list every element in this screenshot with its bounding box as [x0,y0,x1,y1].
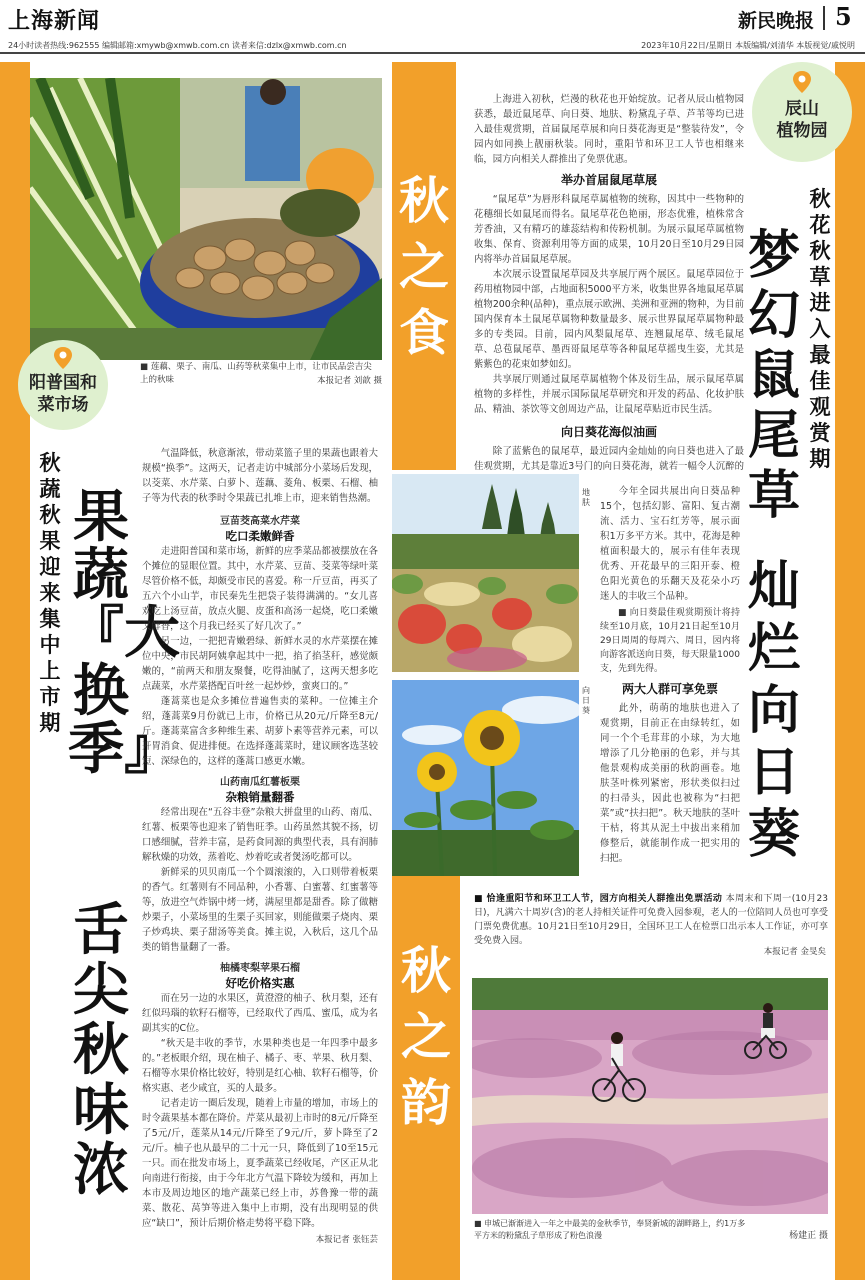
left-sub1-b: 吃口柔嫩鲜香 [225,529,295,543]
kochia-caption: 地肤 [582,488,590,507]
left-para-6: 而在另一边的水果区，黄澄澄的柚子、秋月梨，还有红似玛瑙的软籽石榴等，已经取代了西瓜、蜜瓜，成为名副其实的C位。 [142,993,378,1034]
left-para-7: “秋天是丰收的季节，水果种类也是一年四季中最多的。”老板眼介绍，现在柚子、橘子、枣、苹果、秋月梨、石榴等水果价格比较好，特别是红心柚、软籽石榴等，价格实惠、老少咸宜，买的人最多。 [142,1038,378,1094]
left-location-badge [18,340,108,430]
left-byline: 本报记者 张钰芸 [315,1235,378,1245]
header-date-editors: 2023年10月22日/星期日 本版编辑/刘清华 本版视觉/戚悦明 [641,41,855,50]
pink-grass-photo-image [472,978,828,1214]
right-headline-2: 灿烂向日葵 [747,556,800,865]
header-separator [823,6,825,30]
left-para-4: 经常出现在“五谷丰登”杂粮大拼盘里的山药、南瓜、红薯、板栗等也迎来了销售旺季。山药虽然其貌不扬，切口感细腻，营养丰富，是药食同源的典型代表，具有润肺解秋燥的功效，蒸着吃、炒着吃或者煲汤吃都可以。 [142,807,378,863]
right-body-narrow [600,484,740,866]
free-admission-lead: ■ 恰逢重阳节和环卫工人节，园方向相关人群推出免票活动 [474,894,723,904]
right-sub-1: 举办首届鼠尾草展 [560,173,657,187]
left-badge-line1: 阳普国和 [29,373,97,393]
left-orange-stripe [0,62,30,1280]
market-photo-image [30,78,382,360]
left-sub1-a: 豆苗茭高菜水芹菜 [220,516,300,527]
left-para-8: 记者走访一圈后发现，随着上市量的增加，市场上的时令蔬果基本都在降价。芹菜从最初上市时的8元/斤降至了5元/斤，莲菜从14元/斤降至了9元/斤，萝卜降至了2元/斤。柚子也从最早的二十元一只，降低到了10至15元一只。而在批发市场上，夏季蔬菜已经收尾，产区正从北向南进行衔接，由于今年北方气温下降较为缓和，再加上本市及周边地区的地产蔬菜已经上市，苏鲁豫一带的蔬菜、散花、莴笋等进入集中上市期，没有出现明显的供应“缺口”，预计后期价格走势将平稳下降。 [142,1098,378,1229]
left-sub2-b: 杂粮销量翻番 [225,790,295,804]
right-badge-line1: 辰山 [785,99,819,119]
kochia-photo [392,474,579,672]
header-rule [0,52,865,54]
left-sub3-b: 好吃价格实惠 [225,976,295,990]
free-admission-body: 本周末和下周一(10月23日)，凡满六十周岁(含)的老人持相关证件可免费入园参观，老人的一位陪同人员也可享受门票免费优惠。10月21日至10月29日，全国环卫工人在检票口出示本人工作证，亦可享受免费入园。 [474,894,828,946]
right-byline: 本报记者 金旻矣 [763,947,826,957]
photo-caption-marker: ■ [140,362,151,372]
market-photo-credit: 本报记者 刘歆 摄 [317,376,382,386]
right-para-1: “鼠尾草”为唇形科鼠尾草属植物的统称，因其中一些物种的花穗细长如鼠尾而得名。鼠尾草花色艳丽，形态优雅，植株常含芳香油，又有精巧的雄蕊结构和传粉机制。为展示鼠尾草属植物收集、保育、资源利用等方面的成果，10月20日至10月29日园内将举办首届鼠尾草展。 [474,194,744,265]
left-body-top [142,446,378,1231]
left-headline-2: 舌尖秋味浓 [73,897,129,1203]
left-headline-1: 果蔬『大换季』 [68,484,180,782]
right-intro: 上海进入初秋，烂漫的秋花也开始绽放。记者从辰山植物园获悉，最近鼠尾草、向日葵、地肤、粉黛乱子草、芦苇等均已进入最佳观赏期，首届鼠尾草展和向日葵花海更是“整装待发”，令园内如同换上靓丽秋装。同时，重阳节和环卫工人节也相继来临，园方向相关人群推出了免票优惠。 [474,94,744,165]
pink-grass-photo [472,978,828,1214]
right-free-admission-note [474,892,828,948]
right-kicker: 秋花秋草进入最佳观赏期 [809,186,831,471]
left-para-2: 另一边，一把把青嫩碧绿、新鲜水灵的水芹菜摆在摊位中央，市民胡阿姨拿起其中一把，掐了掐茎秆，感觉颇嫩的，“前两天和朋友聚餐，吃得油腻了，这两天想多吃点蔬菜，水芹菜搭配百叶丝一起炒炒，蛮爽口的。” [142,636,378,692]
pink-grass-credit: 杨建正 摄 [789,1231,828,1241]
right-orange-stripe [835,62,865,1280]
kochia-photo-image [392,474,579,672]
section-name: 上海新闻 [8,8,101,34]
paper-name: 新民晚报 [738,10,815,32]
left-para-5: 新鲜采的贝贝南瓜一个个圆滚滚的，入口则带着板栗的香气。红薯则有不同品种，小香薯、白蜜薯、红蜜薯等等，放进空气炸锅中烤一烤，满屋里都是甜香。除了做糖炒栗子，小菜场里的生栗子买回家，则能做栗子烧肉、栗子炒鸡块、栗子甜汤等美食。摊主说，入秋后，这几个品类的销售量翻了一番。 [142,867,378,953]
sunflower-caption: 向日葵 [582,686,590,715]
left-para-1: 走进阳普国和菜市场，新鲜的应季菜品都被摆放在各个摊位的显眼位置。其中，水芹菜、豆苗、茭菜等绿叶菜尽管价格不低，却颇受市民的喜爱。称一斤豆苗，再买了五六个小山芋，市民秦先生把袋子装得满满的。“女儿喜欢吃上汤豆苗，放点火腿、皮蛋和高汤一起烧，吃口柔嫩又鲜香，这个月我已经买了好几次了。” [142,546,378,632]
right-para-6: 此外，萌萌的地肤也进入了观赏期，目前正在由绿转红，如同一个个毛茸茸的小球，为大地增添了几分艳丽的色彩，并与其他景观构成美丽的秋韵画卷。地肤茎叶株列紧密，形状类似扫过的扫帚头，因此也被称为“扫把菜”或“扶扫把”。秋天地肤的茎叶干枯，将其从泥土中拔出来稍加修整后，就能制作成一把实用的扫把。 [600,703,740,864]
right-para-3: 共享展厅则通过鼠尾草属植物个体及衍生品，展示鼠尾草属植物的多样性，并展示国际鼠尾草研究和开发的药品、化妆护肤品、精油、茶饮等文创周边产品，让鼠尾草贴近市民生活。 [474,374,744,415]
sunflower-photo [392,680,579,876]
stripe-label-autumn-charm: 秋之韵 [401,941,451,1132]
right-para-5: 今年全园共展出向日葵品种15个，包括幻影、富阳、复古潮流、活力、宝石红芳等，展示面积1万多平方米。其中，花海是种植面积最大的，展示有佳年表现优秀、开花最早的三阳开泰、橙色阳光黄色的乐翻天及花朵小巧迷人的丰收三个品种。 [600,486,740,602]
sunflower-photo-image [392,680,579,876]
header-hotline: 24小时读者热线:962555 编辑邮箱:xmywb@xmwb.com.cn 读者来信:dzlx@xmwb.com.cn [8,41,347,50]
market-photo-caption: ■ 莲藕、栗子、南瓜、山药等秋菜集中上市，让市民品尝吉尖上的秋味 [140,362,372,385]
right-sub-2: 向日葵花海似油画 [560,425,657,439]
left-sub2-a: 山药南瓜红薯板栗 [220,777,300,788]
location-pin-icon [792,70,812,94]
left-intro: 气温降低，秋意渐浓，带动菜篮子里的果蔬也跟着大规模“换季”。这两天，记者走访中城部分小菜场后发现，以茭菜、水芹菜、白萝卜、莲藕、菱角、板栗、石榴、柚子等为代表的秋季时令果蔬已扎堆上市，迎来销售热潮。 [142,448,378,504]
stripe-label-autumn-food: 秋之食 [399,171,449,362]
right-body-top [474,92,744,489]
right-para-2: 本次展示设置鼠尾草园及共享展厅两个展区。鼠尾草园位于药用植物园中部，占地面积5000平方米，收集世界各地鼠尾草属植物200余种(品种)，重点展示欧洲、美洲和亚洲的物种，为目前国内保育本土鼠尾草属物种数量最多、展示世界鼠尾草属物种最多的专类园。目前，园内风梨鼠尾草、连翘鼠尾草、绒毛鼠尾草、总苞鼠尾草、墨西哥鼠尾草等各种鼠尾草摇曳生姿，尤其是紫紫色的花束如梦如幻。 [474,269,744,370]
left-badge-line2: 菜市场 [37,395,89,415]
left-para-3: 蓬蒿菜也是众多摊位普遍售卖的菜种。一位摊主介绍，蓬蒿菜9月份就已上市，价格已从20元/斤降至8元/斤。蓬蒿菜富含多种维生素、胡萝卜素等营养元素，可以开胃消食、促进排便。在选择蓬蒿菜时，建议顾客选茎较短、深绿色的，这样的蓬蒿口感更水嫩。 [142,696,378,767]
market-photo [30,78,382,360]
right-sub-3: 两大人群可享免票 [621,682,718,696]
page-number: 5 [835,2,852,31]
pink-grass-caption: ■ 申城已渐渐进入一年之中最美的金秋季节，奉贤新城的湖畔路上，约1万多平方米的粉黛乱子草形成了粉色浪漫 [474,1219,746,1240]
right-badge-line2: 植物园 [776,121,828,141]
left-kicker: 秋蔬秋果迎来集中上市期 [39,450,61,735]
right-note: ■ 向日葵最佳观赏期预计将持续至10月底，10月21日起至10月29日周周的每周六、周日，园内将向游客派送向日葵，每天限量1000支，先到先得。 [600,608,740,674]
right-headline-1: 梦幻鼠尾草 [747,225,800,526]
left-sub3-a: 柚橘枣梨苹果石榴 [220,963,300,974]
location-pin-icon [53,346,73,370]
right-location-badge [752,62,852,162]
right-para-4: 除了蓝紫色的鼠尾草，最近园内金灿灿的向日葵也进入了最佳观赏期，尤其是靠近3号门的向日葵花海，就若一幅令人沉醉的 [474,446,744,472]
